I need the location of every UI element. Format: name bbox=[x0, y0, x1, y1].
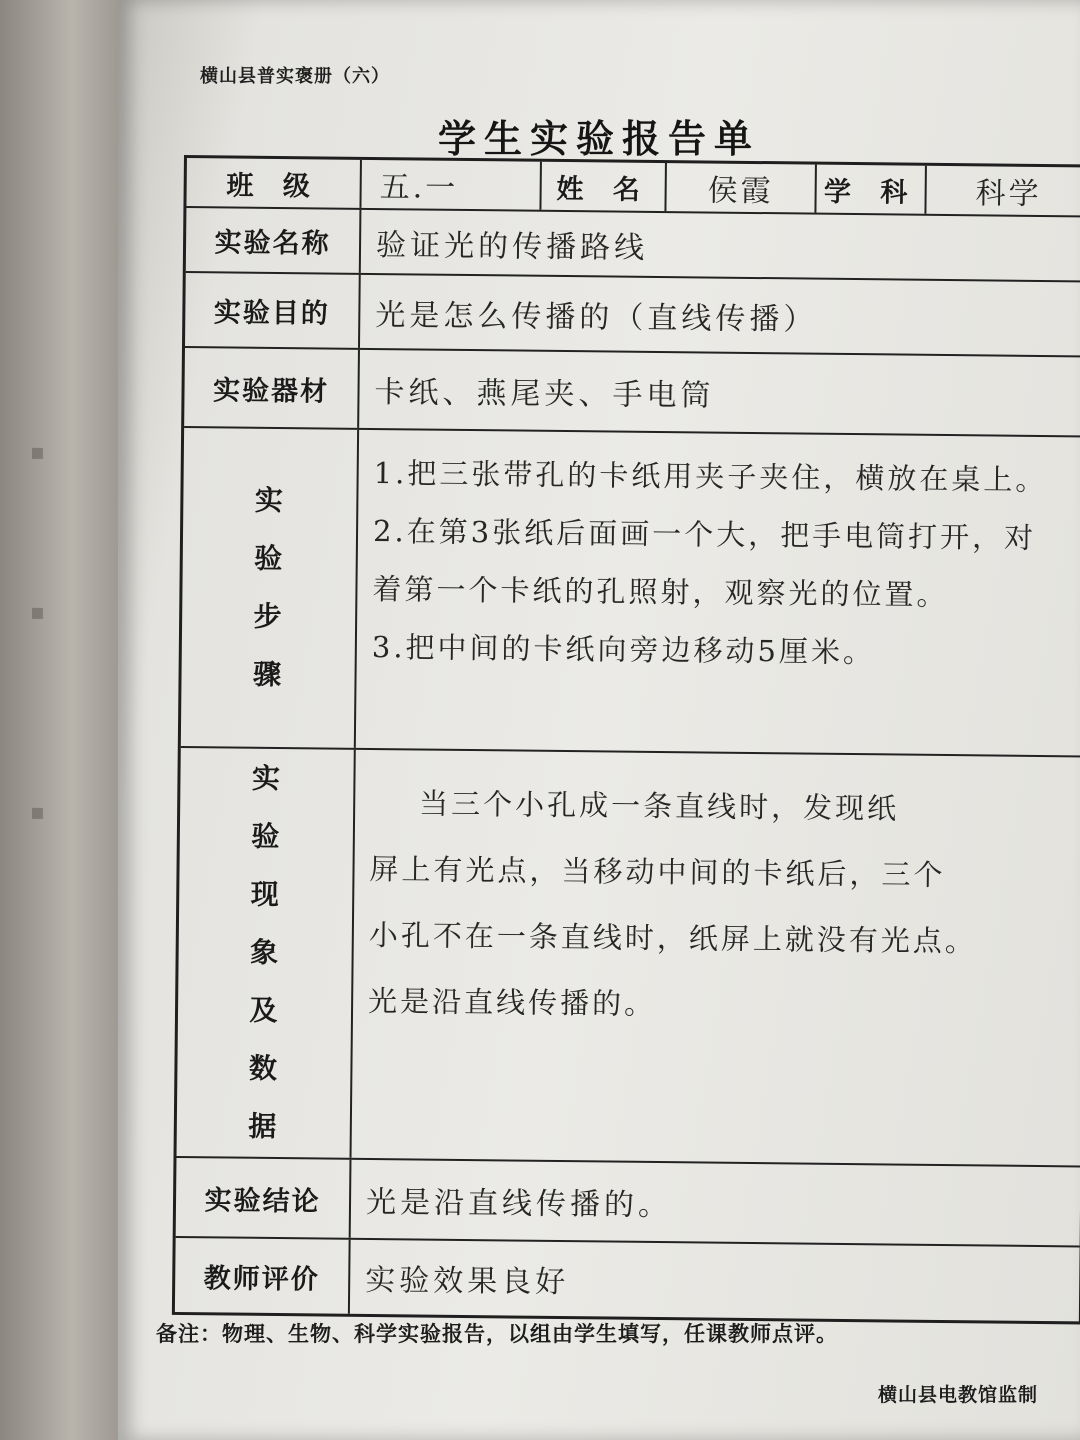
class-label: 班 级 bbox=[186, 158, 361, 208]
bleed-through-mark: ▪ bbox=[30, 800, 45, 825]
steps-line: 2.在第3张纸后面画一个大，把手电筒打开，对 bbox=[372, 514, 1037, 555]
experiment-name-value: 验证光的传播路线 bbox=[375, 227, 649, 266]
report-form bbox=[172, 155, 1080, 1324]
row-phenomena bbox=[176, 748, 1080, 1167]
bleed-through-mark: ▪ bbox=[30, 440, 45, 465]
steps-label-char: 步 bbox=[253, 599, 284, 634]
phenomena-label-char: 数 bbox=[248, 1051, 280, 1086]
evaluation-value: 实验效果良好 bbox=[365, 1262, 570, 1301]
phenomena-label bbox=[177, 748, 356, 1158]
name-value: 侯霞 bbox=[666, 163, 816, 213]
steps-line: 着第一个卡纸的孔照射，观察光的位置。 bbox=[372, 571, 949, 613]
steps-value bbox=[371, 430, 1078, 755]
phenomena-line: 小孔不在一条直线时，纸屏上就没有光点。 bbox=[368, 917, 978, 959]
phenomena-label-char: 实 bbox=[251, 761, 283, 796]
row-materials bbox=[184, 348, 1080, 437]
row-purpose bbox=[185, 273, 1080, 357]
class-value: 五.一 bbox=[361, 160, 541, 210]
phenomena-line: 屏上有光点，当移动中间的卡纸后，三个 bbox=[369, 851, 946, 893]
name-label: 姓 名 bbox=[541, 162, 666, 211]
subject-value: 科学 bbox=[975, 176, 1042, 212]
materials-value: 卡纸、燕尾夹、手电筒 bbox=[374, 375, 715, 414]
phenomena-value bbox=[367, 750, 1075, 1165]
phenomena-line: 当三个小孔成一条直线时，发现纸 bbox=[370, 785, 900, 826]
conclusion-value: 光是沿直线传播的。 bbox=[365, 1184, 673, 1224]
bleed-through-mark: ▪ bbox=[30, 600, 45, 625]
phenomena-label-char: 据 bbox=[248, 1109, 279, 1144]
phenomena-label-char: 验 bbox=[251, 819, 282, 854]
purpose-value: 光是怎么传播的（直线传播） bbox=[375, 297, 818, 338]
row-evaluation bbox=[175, 1238, 1080, 1321]
report-title: 学生实验报告单 bbox=[437, 116, 760, 161]
book-label: 横山县普实褒册（六） bbox=[200, 66, 390, 87]
phenomena-label-char: 现 bbox=[250, 877, 281, 912]
steps-label-char: 骤 bbox=[252, 657, 284, 692]
report-page bbox=[118, 0, 1080, 1440]
footer-note: 备注：物理、生物、科学实验报告，以组由学生填写，任课教师点评。 bbox=[156, 1322, 838, 1346]
steps-label-char: 验 bbox=[254, 541, 285, 576]
phenomena-label-char: 象 bbox=[249, 935, 281, 970]
steps-label-char: 实 bbox=[254, 483, 286, 518]
supervisor-label: 横山县电教馆监制 bbox=[877, 1384, 1038, 1406]
row-steps bbox=[181, 428, 1080, 757]
evaluation-label: 教师评价 bbox=[175, 1238, 351, 1314]
steps-line: 1.把三张带孔的卡纸用夹子夹住，横放在桌上。 bbox=[373, 456, 1048, 498]
subject-label: 学 科 bbox=[816, 165, 926, 214]
phenomena-label-char: 及 bbox=[249, 993, 280, 1028]
steps-line: 3.把中间的卡纸向旁边移动5厘米。 bbox=[371, 629, 876, 670]
purpose-label: 实验目的 bbox=[185, 273, 361, 348]
experiment-name-label: 实验名称 bbox=[186, 208, 362, 273]
left-facing-page bbox=[0, 0, 120, 1440]
conclusion-label: 实验结论 bbox=[176, 1158, 352, 1238]
materials-label: 实验器材 bbox=[184, 348, 360, 428]
steps-label bbox=[181, 428, 359, 748]
row-experiment-name bbox=[186, 208, 1080, 282]
row-conclusion bbox=[176, 1158, 1080, 1247]
phenomena-line: 光是沿直线传播的。 bbox=[367, 983, 657, 1021]
